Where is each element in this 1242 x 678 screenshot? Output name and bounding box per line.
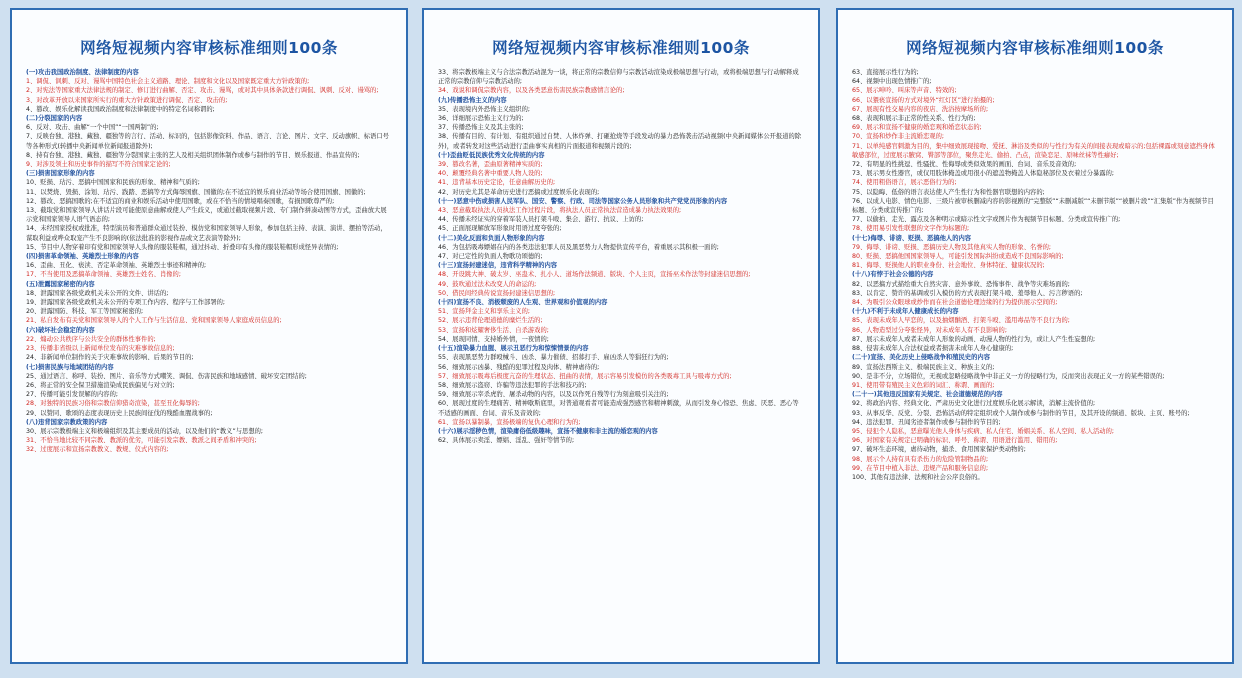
rule-item: 62、具体展示卖淫、嫖娼、淫乱、强奸等情节的; [438, 437, 575, 445]
rule-item: 13、截取党和国家领导人讲话片段可能使原意曲解或使人产生歧义，或通过截取视频片段、专门制作拼凑动图等方式，歪曲放大展示党和国家领导人语气语态的; [26, 207, 387, 224]
section-heading: (一)攻击我国政治制度、法律制度的内容 [26, 69, 139, 76]
rule-item: 15、节目中人物穿着印有党和国家领导人头像的服装鞋帽，通过抖动、折叠印有头像的服装鞋帽形成怪异表情的; [26, 243, 339, 251]
rule-item: 9、对涉及领土和历史事件的描写不符合国家定论的; [26, 161, 171, 169]
section-heading: (十七)侮辱、诽谤、贬损、恶搞他人的内容 [852, 234, 972, 242]
rule-item: 80、贬损、恶搞他国国家领导人，可能引发国际纠纷或造成不良国际影响的; [852, 253, 1064, 261]
rule-item: 55、表现黑恶势力群殴械斗、凶杀、暴力催债、招募打手、雇凶杀人等猖狂行为的; [438, 354, 669, 362]
rule-item: 93、从事反华、反党、分裂、恐怖活动的特定组织或个人制作或参与制作的节目，及其开设的频道、版块、主页、账号的; [852, 409, 1190, 417]
rule-item: 30、展示宗教极端主义和极端组织及其主要成员的活动，以及他们的“教义”与思想的; [26, 427, 264, 435]
section-heading: (十三)宣扬封建迷信，违背科学精神的内容 [438, 262, 558, 270]
rule-item: 34、戏说和调侃宗教内容，以及各类恶意伤害民族宗教感情言论的; [438, 87, 625, 95]
rule-item: 54、展现同情、支持婚外情，一夜情的; [438, 335, 549, 343]
rule-item: 4、篡改、娱乐化解读我国政治制度和法律制度中的特定名词称谓的; [26, 105, 215, 113]
rule-item: 99、在节目中植入非法、违规产品和服务信息的; [852, 464, 989, 472]
rule-item: 86、人物造型过分夸张怪异，对未成年人有不良影响的; [852, 326, 1007, 334]
rule-item: 44、传播未经证实的穿着军装人员打架斗殴、集会、游行、抗议、上访的; [438, 216, 644, 224]
panel-2 [422, 8, 820, 664]
section-heading: (十六)展示淫秽色情，渲染庸俗低级趣味，宣扬不健康和非主流的婚恋观的内容 [438, 427, 658, 435]
rule-item: 32、过度展示和宣扬宗教教义、教规、仪式内容的; [26, 446, 169, 454]
rule-item: 14、未经国家授权或批准，特型演员和普通群众通过装扮、模仿党和国家领导人形象，参加包括主持、表演、演讲、摆拍等活动，谋取利益或哗众取宠产生不良影响的(依法批准的影视作品或文艺表演等除外); [26, 225, 387, 242]
rule-item: 3、对改革开放以来国家所实行的重大方针政策进行调侃、否定、攻击的; [26, 96, 228, 104]
rule-item: 70、宣扬和炒作非主流婚恋观的; [852, 133, 944, 141]
rule-item: 98、展示个人持有具有杀伤力的危险管制物品的; [852, 455, 989, 463]
section-heading: (三)损害国家形象的内容 [26, 170, 95, 178]
rule-item: 38、传播有目的、有计划、有组织通过自焚、人体炸弹、打砸抢烧等手段发动的暴力恐怖袭击活动视频(中央新闻媒体公开报道的除外)，或者转发对这些活动进行歪曲事实真相的片面报道和视频片段的; [438, 133, 802, 150]
rule-item: 87、展示未成年人或者未成年人形象的动画、动漫人物的性行为，或让人产生性妄想的; [852, 335, 1096, 343]
section-heading: (二)分裂国家的内容 [26, 115, 83, 123]
panel-body [852, 68, 1218, 482]
rule-item: 26、将正常的安全保卫措施渲染成民族偏见与对立的; [26, 381, 175, 389]
rule-item: 60、展现过度的生理痛苦、精神歇斯底里，对普通观看者可能造成强烈感官和精神刺激，从而引发身心惊恐、焦虑、厌恶、恶心等不适感的画面、台词、音乐及音效的; [438, 400, 799, 417]
rule-item: 78、使用易引发性联想的文字作为标题的; [852, 225, 970, 233]
rule-item: 85、表现未成年人早恋的，以及抽烟酗酒、打架斗殴、滥用毒品等不良行为的; [852, 317, 1070, 325]
rule-item: 2、对宪法等国家重大法律法规的制定、修订进行曲解、否定、攻击、谩骂，或对其中具体条款进行调侃、讽刺、反对、谩骂的; [26, 87, 379, 95]
section-heading: (十八)有悖于社会公德的内容 [852, 271, 934, 279]
rule-item: 16、歪曲、丑化、亵渎、否定革命领袖、英雄烈士事迹和精神的; [26, 262, 207, 270]
rule-item: 69、展示和宣扬不健康的婚恋观和婚恋状态的; [852, 124, 982, 132]
rule-item: 89、宣扬法西斯主义、极端民族主义、种族主义的; [852, 363, 995, 371]
rule-item: 48、开设跳大神、破太岁、巫蛊术、扎小人、道场作法频道、版块、个人主页，宣扬巫术作法等封建迷信思想的; [438, 271, 751, 279]
rule-item: 100、其他有违法律、法规和社会公序良俗的。 [852, 473, 984, 481]
section-heading: (八)违背国家宗教政策的内容 [26, 418, 108, 426]
rule-item: 47、对已定性的负面人物歌功颂德的; [438, 253, 543, 261]
rule-item: 71、以单纯感官刺激为目的，集中细致展现接吻、爱抚、淋浴及类似的与性行为有关的间接表现或暗示的;包括裸露或刻意遮挡身体敏感部位，过度展示腋窝、臀部等部位，聚焦走光、偷拍、凸点，渲染恋足、原味丝袜等性癖好; [852, 142, 1215, 159]
rule-item: 28、对独特的民族习俗和宗教信仰猎奇渲染，甚至丑化侮辱的; [26, 400, 200, 408]
rule-item: 61、宣扬以暴制暴，宣扬极端的复仇心理和行为的; [438, 418, 581, 426]
rule-item: 33、将宗教极端主义与合法宗教活动混为一谈，将正常的宗教信仰与宗教活动渲染成极端思想与行动，或将极端思想与行动解释成正常的宗教信仰与宗教活动的; [438, 69, 799, 86]
rule-item: 64、视频中出现色情推广的; [852, 78, 932, 86]
section-heading: (十二)美化反面和负面人物形象的内容 [438, 234, 545, 242]
rule-item: 40、颠覆经典名著中重要人物人设的; [438, 170, 543, 178]
rule-item: 29、以赞同、歌颂的态度表现历史上民族间征伐的残酷血腥战事的; [26, 409, 213, 417]
rule-item: 58、细致展示盗窃、诈骗等违法犯罪的手法和技巧的; [438, 381, 587, 389]
rule-item: 63、直接展示性行为的; [852, 69, 919, 76]
rule-item: 20、泄露国防、科技、军工等国家秘密的; [26, 308, 144, 316]
panel-3 [836, 8, 1234, 664]
section-heading: (二十一)其他违反国家有关规定、社会道德规范的内容 [852, 391, 1003, 399]
section-heading: (二十)宣扬、美化历史上侵略战争和殖民史的内容 [852, 354, 990, 362]
rule-item: 79、侮辱、诽谤、贬损、恶搞历史人物及其他真实人物的形象、名誉的; [852, 243, 1052, 251]
rule-item: 8、持有台独、港独、藏独、疆独等分裂国家主张的艺人及相关组织团体制作或参与制作的节目、娱乐报道、作品宣传的; [26, 151, 360, 159]
section-heading: (十四)宣扬不良、消极颓废的人生观、世界观和价值观的内容 [438, 299, 608, 307]
section-heading: (九)传播恐怖主义的内容 [438, 96, 507, 104]
rule-item: 59、细致展示宰杀虎豹、屠杀动物的内容，以及以作死自残等行为刻意吸引关注的; [438, 391, 669, 399]
rule-item: 1、调侃、讽刺、反对、谩骂中国特色社会主义道路、理论、制度和文化以及国家既定重大方针政策的; [26, 78, 310, 86]
rule-item: 45、正面展现解放军形象时用语过度夸张的; [438, 225, 562, 233]
section-heading: (七)损害民族与地域团结的内容 [26, 363, 114, 371]
rule-item: 97、破坏生态环境，虐待动物，捕杀、食用国家保护类动物的; [852, 446, 1026, 454]
rule-item: 67、展现有性交易内容的夜店、洗浴按摩场所的; [852, 105, 989, 113]
rule-item: 94、违法犯罪、丑闻劣迹者制作或参与制作的节目的; [852, 418, 1001, 426]
rule-item: 41、违背基本历史定论，任意曲解历史的; [438, 179, 556, 187]
rule-item: 81、侮辱、贬损他人的职业身份、社会地位、身体特征、健康状况的; [852, 262, 1045, 270]
rule-item: 74、使用粗俗语言，展示恶俗行为的; [852, 179, 957, 187]
rule-item: 46、为包括吸毒嫖娼在内的各类违法犯罪人员及黑恶势力人物提供宣传平台，着重展示其积极一面的; [438, 243, 719, 251]
panel-body [26, 68, 392, 455]
rule-item: 77、以偷拍、走光、露点及各种明示或暗示性文字或图片作为视频节目标题、分类或宣传推广的; [852, 216, 1121, 224]
rule-item: 6、反对、攻击、曲解“一个中国”“一国两制”的; [26, 124, 159, 132]
section-heading: (十一)恶意中伤或损害人民军队、国安、警察、行政、司法等国家公务人员形象和共产党党员形象的内容 [438, 197, 728, 205]
rule-item: 52、展示违背伦理道德的糜烂生活的; [438, 317, 543, 325]
rule-item: 11、以焚烧、毁损、涂划、玷污、践踏、恶搞等方式侮辱国旗、国徽的;在不适宜的娱乐商业活动等场合使用国旗、国徽的; [26, 188, 366, 196]
rule-item: 83、以肯定、赞许的基调或引入模仿的方式表现打架斗殴、羞辱他人、污言秽语的; [852, 289, 1083, 297]
rule-item: 35、表现境内外恐怖主义组织的; [438, 105, 530, 113]
rule-item: 43、恶意截取执法人员执法工作过程片段，将执法人员正常执法营造成暴力执法效果的; [438, 207, 682, 215]
rule-item: 56、细致展示凶暴、残酷的犯罪过程及肉体、精神虐待的; [438, 363, 600, 371]
rule-item: 21、私自发布有关党和国家领导人的个人工作与生活信息、党和国家领导人家庭成员信息的; [26, 317, 282, 325]
rule-item: 96、对国家有关规定已明确的标识、呼号、称谓、用语进行滥用、错用的; [852, 437, 1058, 445]
rule-item: 82、以恶搞方式描绘重大自然灾害、意外事故、恐怖事件、战争等灾难场面的; [852, 280, 1070, 288]
rule-item: 7、反映台独、港独、藏独、疆独等的言行、活动、标识的，包括影像资料、作品、语言、言论、图片、文字、反动旗帜、标语口号等各种形式(转播中央新闻单位新闻报道除外); [26, 133, 389, 150]
rule-item: 68、表现和展示非正常的性关系、性行为的; [852, 115, 976, 123]
rule-item: 66、以猥亵宣扬的方式对境外“红灯区”进行拍摄的; [852, 96, 995, 104]
rule-item: 18、泄露国家各级党政机关未公开的文件、讲话的; [26, 289, 169, 297]
section-heading: (五)泄露国家秘密的内容 [26, 280, 95, 288]
section-heading: (十)歪曲贬低民族优秀文化传统的内容 [438, 151, 545, 159]
rule-item: 88、侵害未成年人合法权益或者损害未成年人身心健康的; [852, 345, 1014, 353]
rule-item: 39、篡改名著，歪曲原著精神实质的; [438, 161, 543, 169]
rule-item: 24、非新闻单位制作的关于灾难事故的影响、后果的节目的; [26, 354, 194, 362]
section-heading: (六)破坏社会稳定的内容 [26, 326, 95, 334]
rule-item: 72、有明显的性挑逗、性骚扰、性侮辱或类似效果的画面、台词、音乐及音效的; [852, 161, 1077, 169]
rule-item: 19、泄露国家各级党政机关未公开的专项工作内容、程序与工作部署的; [26, 299, 226, 307]
panel-body [438, 68, 804, 445]
rule-item: 91、使用带有殖民主义色彩的词汇、称谓、画面的; [852, 381, 995, 389]
rule-item: 75、以隐晦、低俗的语言表达使人产生性行为和性器官联想的内容的; [852, 188, 1045, 196]
rule-item: 17、不当使用及恶搞革命领袖、英雄烈士姓名、肖像的; [26, 271, 181, 279]
rule-item: 57、细致展示吸毒后极度亢奋的生理状态、扭曲的表情，展示容易引发模仿的各类吸毒工具与吸毒方式的; [438, 372, 732, 380]
rule-item: 50、借民间经典传说宣扬封建迷信思想的; [438, 289, 556, 297]
rule-item: 90、是非不分，立场错位，无视或忽略侵略战争中非正义一方的侵略行为，反而突出表现正义一方的某些错误的; [852, 372, 1165, 380]
rule-item: 76、以成人电影、情色电影、三级片被审核删减内容的影视剧的“完整版”“未删减版”“未删节版”“被删片段”“汇集版”作为视频节目标题、分类或宣传推广的; [852, 197, 1214, 215]
rule-item: 25、通过语言、称呼、装扮、图片、音乐等方式嘲笑、调侃、伤害民族和地域感情、破坏安定团结的; [26, 372, 307, 380]
rule-item: 37、传播恐怖主义及其主张的; [438, 124, 524, 132]
rule-item: 31、不恰当地比较不同宗教、教派的优劣，可能引发宗教、教派之间矛盾和冲突的; [26, 437, 257, 445]
rule-item: 65、展示呻吟、叫床等声音、特效的; [852, 87, 957, 95]
rule-item: 27、传播可能引发误解的内容的; [26, 391, 118, 399]
rule-item: 23、传播非省级以上新闻单位发布的灾难事故信息的; [26, 345, 175, 353]
panel-title: 网络短视频内容审核标准细则100条 [906, 39, 1164, 57]
section-heading: (十九)不利于未成年人健康成长的内容 [852, 308, 959, 316]
section-heading: (十五)渲染暴力血腥、展示丑恶行为和惊悚情景的内容 [438, 345, 589, 353]
rule-item: 36、详细展示恐怖主义行为的; [438, 115, 524, 123]
rule-item: 95、侵犯个人隐私，恶意曝光他人身体与疾病、私人住宅、婚姻关系、私人空间、私人活动的; [852, 427, 1115, 435]
rule-item: 53、宣扬和炫耀奢侈生活、自杀游戏的; [438, 326, 549, 334]
rule-item: 92、将政治内容、经典文化、严肃历史文化进行过度娱乐化展示解读，消解主流价值的; [852, 400, 1096, 408]
rule-item: 51、宣扬拜金主义和享乐主义的; [438, 308, 530, 316]
rule-item: 49、鼓吹通过法术改变人的命运的; [438, 280, 537, 288]
rule-item: 22、煽动公共秩序与公共安全的群体性事件的; [26, 335, 156, 343]
rule-item: 84、为吸引公众眼球或炒作而在社会道德伦理边缘的行为提供展示空间的; [852, 299, 1058, 307]
rule-item: 12、篡改、恶搞国歌的;在不适宜的商业和娱乐活动中使用国歌，或在不恰当的情境唱奏国歌，有损国歌尊严的; [26, 197, 335, 205]
rule-item: 42、对历史尤其是革命历史进行恶搞或过度娱乐化表现的; [438, 188, 600, 196]
panel-title: 网络短视频内容审核标准细则100条 [492, 39, 750, 57]
rule-item: 10、贬损、玷污、恶搞中国国家和民族的形象、精神和气质的; [26, 179, 200, 187]
section-heading: (四)损害革命领袖、英雄烈士形象的内容 [26, 253, 139, 261]
rule-item: 73、展示男女性器官，或仅用肢体掩盖或用很小的遮盖物掩盖人体隐秘部位及衣着过分暴露的; [852, 170, 1115, 178]
panel-title: 网络短视频内容审核标准细则100条 [80, 39, 338, 57]
panel-1 [10, 8, 408, 664]
